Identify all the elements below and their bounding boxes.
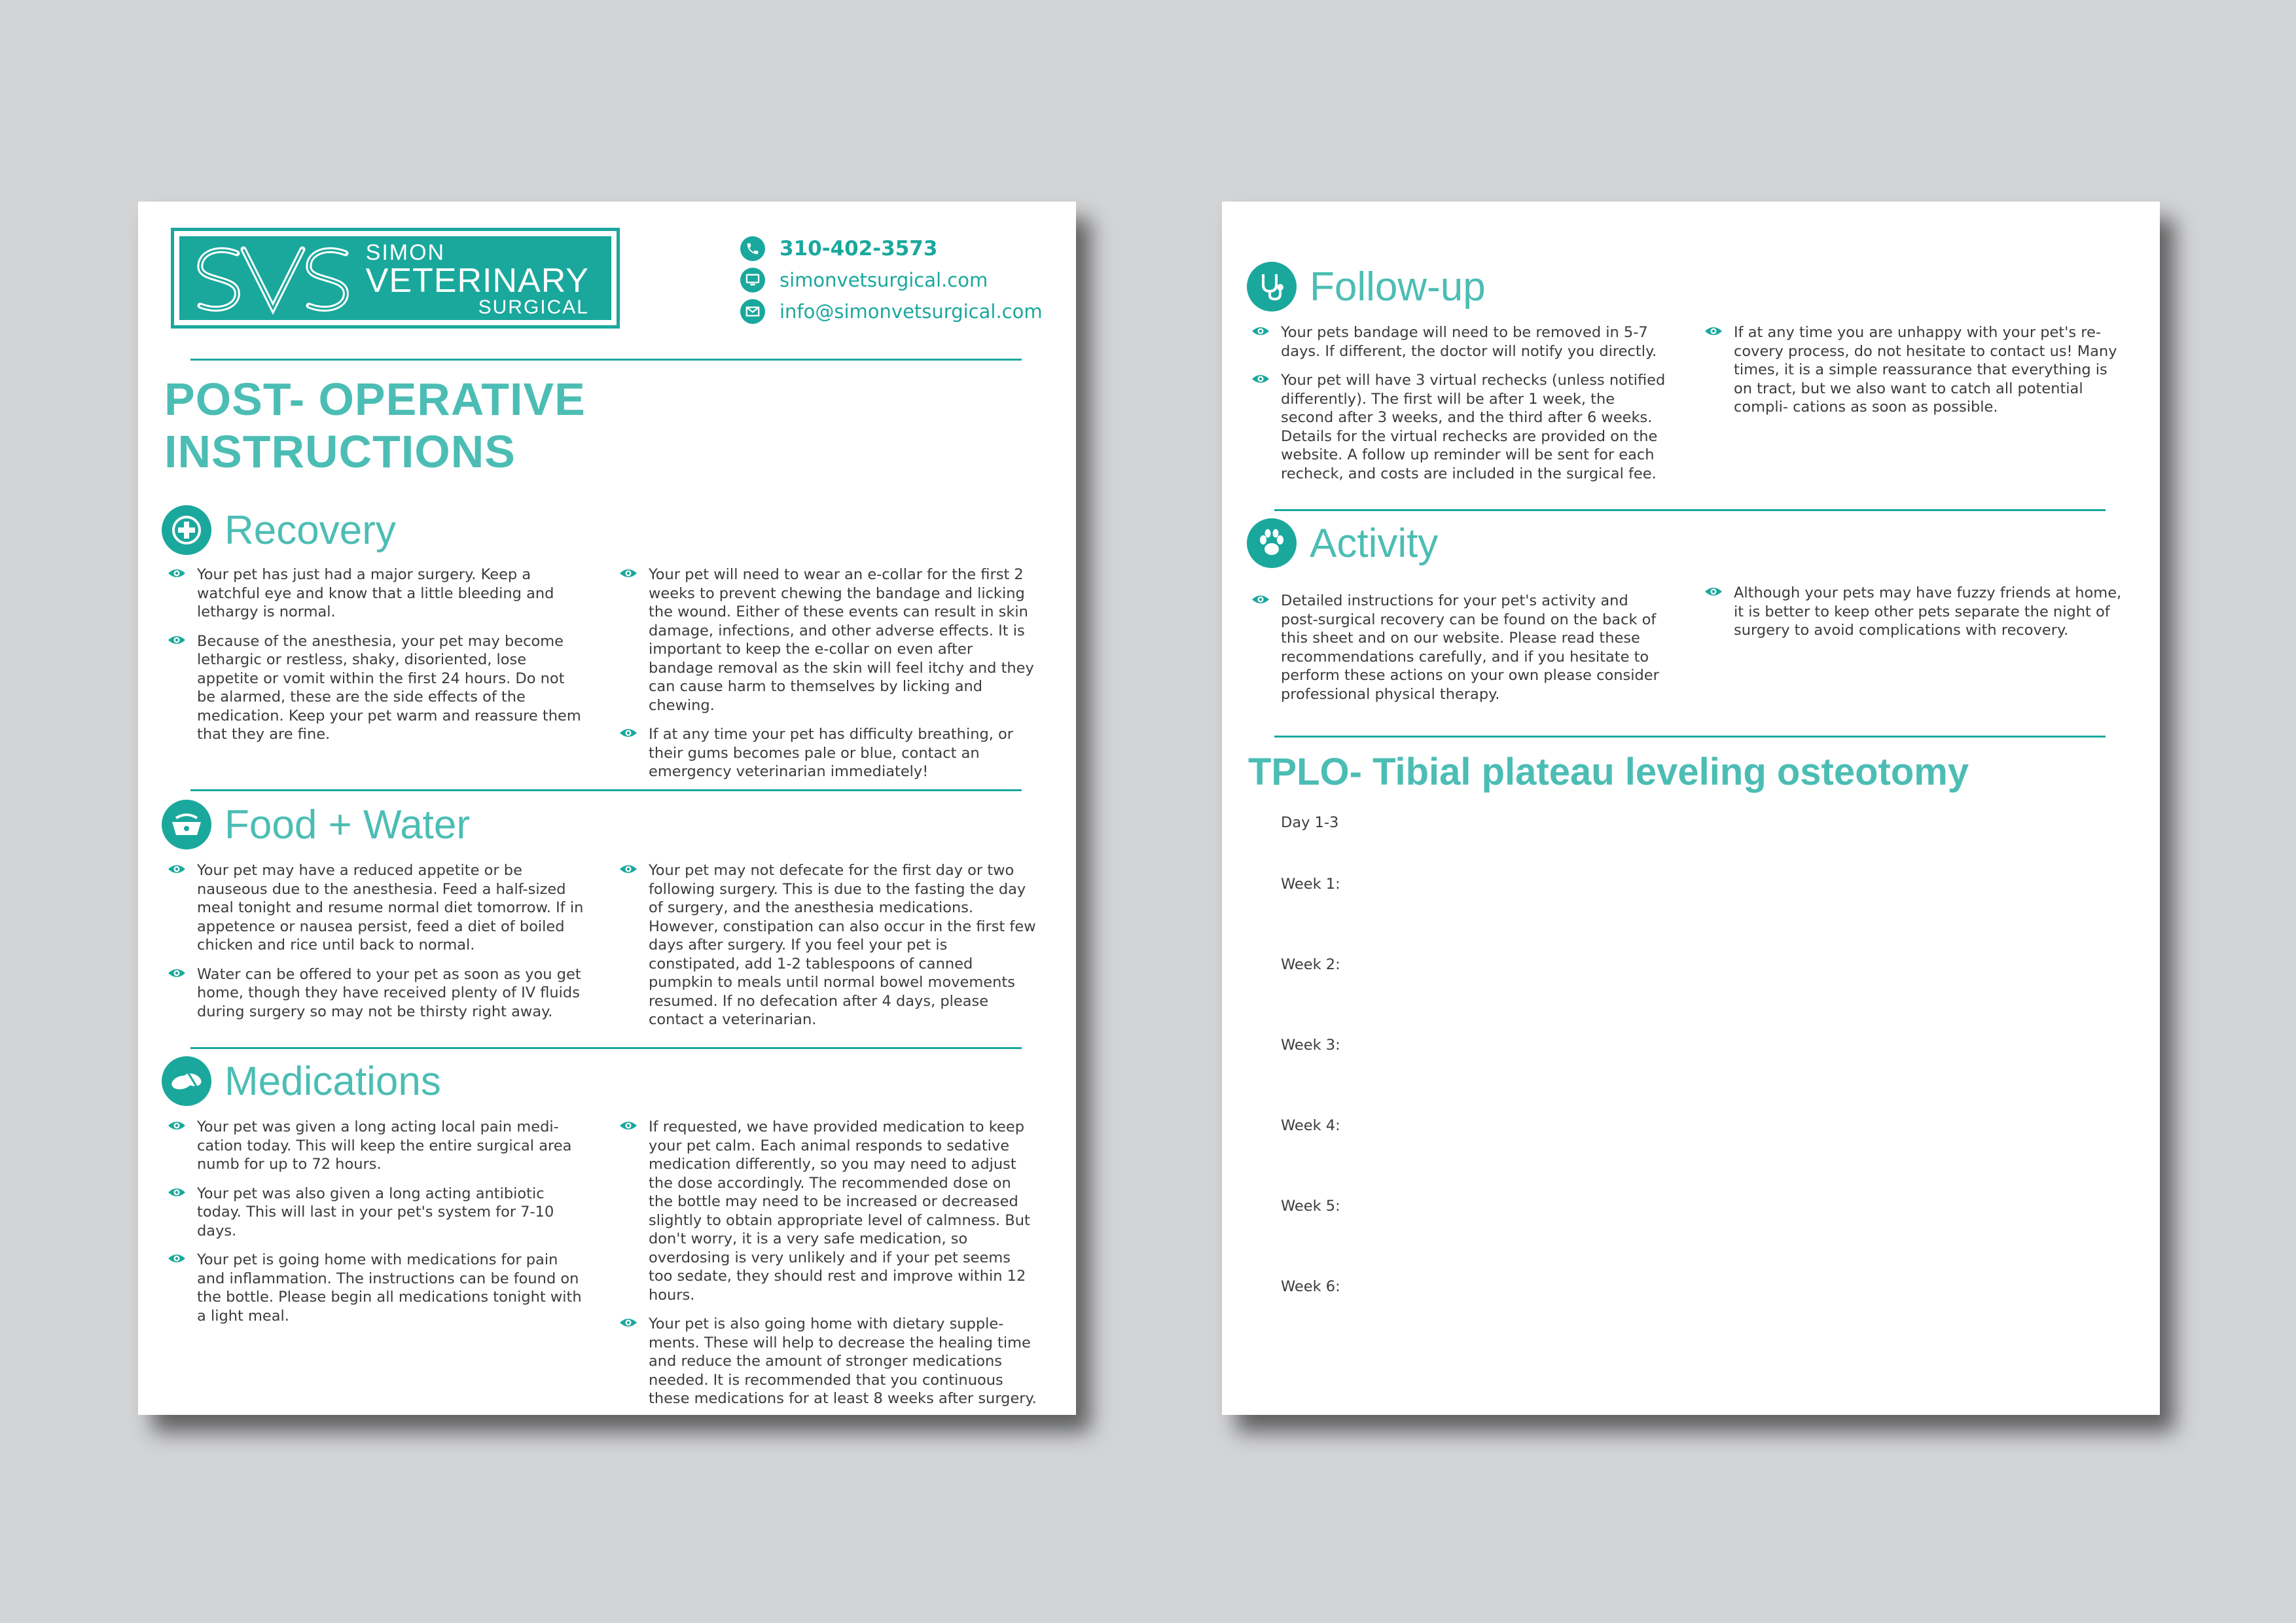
eye-bullet-icon [619, 567, 649, 582]
list-item-text: If at any time you are unhappy with your pet's re- covery process, do not hesitate to contact us! Many times, it is a simple reassurance that everything is on tract, but we also want to catch all potential compli- cations as soon as possible. [1734, 324, 2117, 416]
food-right-list [619, 861, 1037, 1040]
list-item-text: Your pet is going home with medications for pain and inflammation. The instructions can be found on the bottle. Please begin all medications tonight with a light meal. [197, 1251, 582, 1325]
logo-line-3: SURGICAL [478, 296, 589, 318]
followup-left-list [1251, 323, 1670, 493]
eye-bullet-icon [1704, 325, 1734, 340]
list-item-text: Your pet may not defecate for the first day or two following surgery. This is due to the fasting the day of surgery, and the anesthesia medications. However, constipation can also occur in the first few days after surgery. If you feel your pet is constipated, add 1-2 tablespoons of canned pumpkin to meals until normal bowel movements resumed. If no defecation after 4 days, please contact a veterinarian. [649, 862, 1036, 1028]
medications-title: Medications [224, 1058, 441, 1104]
eye-bullet-icon [1251, 593, 1281, 609]
page-title [164, 373, 586, 478]
list-item-text: Your pet is also going home with dietary supple- ments. These will help to decrease the healing time and reduce the amount of stronger medications needed. It is recommended that you continuous these medications for at least 8 weeks after surgery. [649, 1315, 1037, 1407]
medications-left-list [167, 1118, 586, 1336]
list-item [167, 1251, 586, 1325]
divider [190, 1047, 1022, 1049]
title-line-2: INSTRUCTIONS [164, 426, 516, 477]
list-item [167, 632, 586, 744]
list-item-text: Because of the anesthesia, your pet may become lethargic or restless, shaky, disoriented, lose appetite or vomit within the first 24 hours. Do not be alarmed, these are the side effects of the medication. Keep your pet warm and reassure them that they are fine. [197, 632, 581, 743]
list-item [167, 861, 586, 955]
week-label-1: Week 1: [1281, 876, 1340, 893]
list-item-text: Your pet was given a long acting local pain medi- cation today. This will keep the entire surgical area numb for up to 72 hours. [197, 1118, 572, 1173]
food-water-header [162, 800, 470, 849]
divider [1274, 736, 2106, 738]
food-water-title: Food + Water [224, 802, 471, 847]
phone-number[interactable]: 310-402-3573 [780, 237, 938, 260]
list-item [1251, 323, 1670, 361]
followup-right-list [1704, 323, 2123, 427]
medications-right-list [619, 1118, 1037, 1419]
stethoscope-icon [1247, 262, 1297, 312]
email-link[interactable]: info@simonvetsurgical.com [780, 300, 1043, 323]
recovery-header [162, 505, 396, 555]
list-item [619, 861, 1037, 1029]
list-item [1704, 584, 2123, 640]
logo [171, 228, 620, 329]
list-item [167, 565, 586, 622]
svs-monogram-icon [191, 240, 355, 317]
list-item [619, 565, 1037, 715]
list-item-text: Although your pets may have fuzzy friends at home, it is better to keep other pets separate the night of surgery to avoid complications with recovery. [1734, 584, 2122, 639]
divider [190, 789, 1022, 791]
medications-header [162, 1056, 441, 1106]
divider [1274, 509, 2106, 511]
eye-bullet-icon [167, 633, 197, 649]
list-item [1251, 371, 1670, 483]
followup-header [1247, 262, 1486, 312]
eye-bullet-icon [1704, 585, 1734, 601]
list-item-text: Detailed instructions for your pet's activity and post-surgical recovery can be found on the back of this sheet and on our website. Please read these recommendations carefully, and if you hesitate to perform these actions on your own please consider professional physical therapy. [1281, 592, 1659, 703]
contact-block [740, 233, 1043, 327]
paw-icon [1247, 518, 1297, 568]
week-label-3: Week 3: [1281, 1037, 1340, 1054]
computer-icon [740, 268, 765, 293]
list-item-text: Your pets bandage will need to be removed in 5-7 days. If different, the doctor will notify you directly. [1281, 324, 1657, 360]
eye-bullet-icon [619, 863, 649, 878]
list-item-text: Your pet was also given a long acting antibiotic today. This will last in your pet's system for 7-10 days. [197, 1185, 554, 1240]
activity-left-list [1251, 592, 1670, 714]
recovery-right-list [619, 565, 1037, 792]
recovery-left-list [167, 565, 586, 755]
title-line-1: POST- OPERATIVE [164, 374, 586, 425]
list-item [1251, 592, 1670, 704]
list-item [619, 1118, 1037, 1304]
food-bowl-icon [162, 800, 211, 849]
list-item [1704, 323, 2123, 417]
week-label-4: Week 4: [1281, 1117, 1340, 1134]
eye-bullet-icon [167, 567, 197, 582]
list-item-text: Your pet has just had a major surgery. Keep a watchful eye and know that a little bleeding and lethargy is normal. [197, 566, 554, 620]
food-left-list [167, 861, 586, 1031]
mail-icon [740, 299, 765, 324]
eye-bullet-icon [167, 1186, 197, 1202]
week-label-2: Week 2: [1281, 956, 1340, 973]
divider [190, 359, 1022, 361]
eye-bullet-icon [619, 726, 649, 742]
list-item-text: Your pet may have a reduced appetite or be nauseous due to the anesthesia. Feed a half-sized meal tonight and resume normal diet tomorrow. If in appetence or nausea persist, feed a diet of boiled chicken and rice until back to normal. [197, 862, 584, 954]
list-item [167, 965, 586, 1022]
list-item [167, 1118, 586, 1174]
recovery-title: Recovery [224, 507, 396, 553]
logo-line-2: VETERINARY [365, 262, 589, 300]
activity-right-list [1704, 584, 2123, 651]
list-item-text: Your pet will have 3 virtual rechecks (unless notified differently). The first will be after 1 week, the second after 3 weeks, and the third after 6 weeks. Details for the virtual rechecks are provided on the website. A follow up reminder will be sent for each recheck, and costs are included in the surgical fee. [1281, 372, 1666, 482]
eye-bullet-icon [1251, 325, 1281, 340]
list-item [619, 725, 1037, 781]
phone-icon [740, 236, 765, 261]
eye-bullet-icon [619, 1316, 649, 1332]
pills-icon [162, 1056, 211, 1106]
front-page [138, 202, 1076, 1415]
eye-bullet-icon [619, 1119, 649, 1135]
logo-line-1: SIMON [365, 240, 446, 265]
list-item-text: If requested, we have provided medication to keep your pet calm. Each animal responds to sedative medication differently, so you may need to adjust the dose accordingly. The recommended dose on the bottle may need to be increased or decreased slightly to obtain appropriate level of calmness. But don't worry, it is a very safe medication, so overdosing is very unlikely and if your pet seems too sedate, they should rest and improve within 12 hours. [649, 1118, 1030, 1304]
eye-bullet-icon [167, 1119, 197, 1135]
website-link[interactable]: simonvetsurgical.com [780, 269, 988, 291]
list-item-text: Your pet will need to wear an e-collar for the first 2 weeks to prevent chewing the bandage and licking the wound. Either of these events can result in skin damage, infections, and other adverse effects. It is important to keep the e-collar on even after bandage removal as the skin will feel itchy and they can cause harm to themselves by licking and chewing. [649, 566, 1034, 714]
medical-cross-icon [162, 505, 211, 555]
followup-title: Follow-up [1310, 264, 1486, 310]
eye-bullet-icon [167, 1252, 197, 1268]
week-label-6: Week 6: [1281, 1278, 1340, 1295]
week-label-day1-3: Day 1-3 [1281, 814, 1339, 831]
eye-bullet-icon [167, 967, 197, 982]
eye-bullet-icon [1251, 372, 1281, 388]
tplo-title: TPLO- Tibial plateau leveling osteotomy [1248, 751, 1969, 793]
list-item-text: If at any time your pet has difficulty breathing, or their gums becomes pale or blue, contact an emergency veterinarian immediately! [649, 726, 1014, 780]
list-item [619, 1315, 1037, 1408]
back-page [1222, 202, 2160, 1415]
list-item-text: Water can be offered to your pet as soon as you get home, though they have received plenty of IV fluids during surgery so may not be thirsty right away. [197, 965, 581, 1020]
activity-header [1247, 518, 1438, 568]
activity-title: Activity [1310, 520, 1439, 566]
week-label-5: Week 5: [1281, 1198, 1340, 1215]
list-item [167, 1185, 586, 1241]
eye-bullet-icon [167, 863, 197, 878]
